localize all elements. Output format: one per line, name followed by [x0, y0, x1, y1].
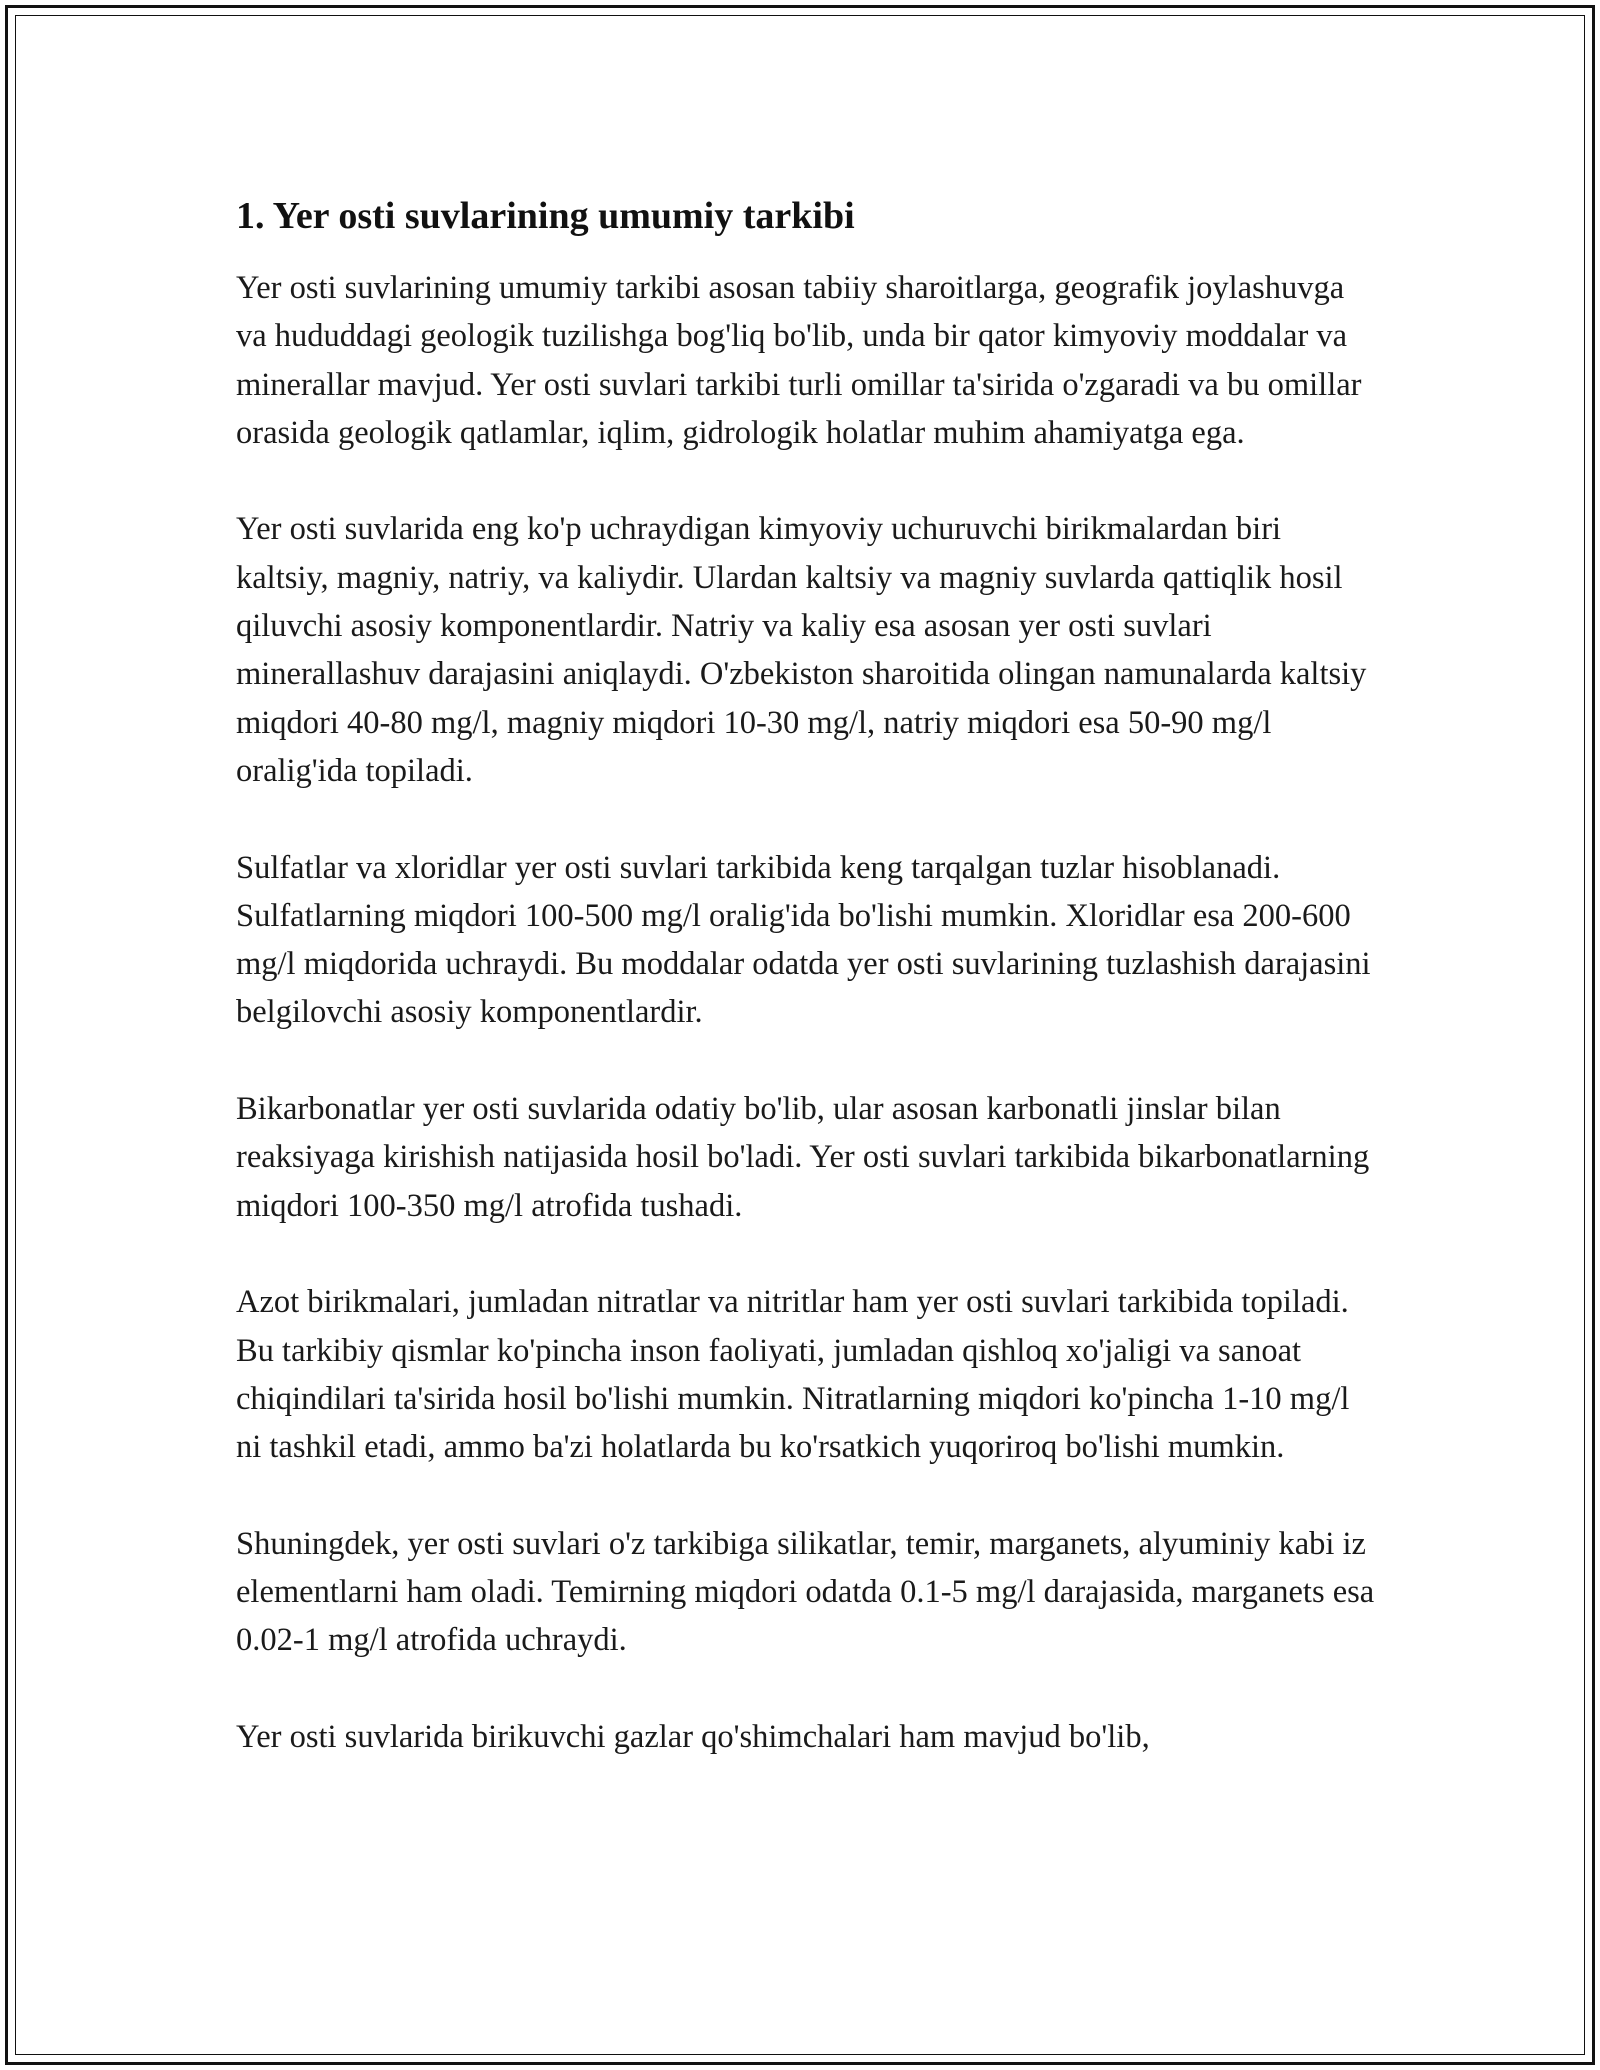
paragraph-2: Yer osti suvlarida eng ko'p uchraydigan kimyoviy uchuruvchi birikmalardan biri kaltsiy, magniy, natriy, va kaliydir. Ulardan kaltsiy va magniy suvlarda qattiqlik hosil qiluvchi asosiy komponentlardir. Natriy va kaliy esa asosan yer osti suvlari minerallashuv darajasini aniqlaydi. O'zbekiston sharoitida olingan namunalarda kaltsiy miqdori 40-80 mg/l, magniy miqdori 10-30 mg/l, natriy miqdori esa 50-90 mg/l oralig'ida topiladi. — [236, 511, 1367, 789]
paragraph-6: Shuningdek, yer osti suvlari o'z tarkibiga silikatlar, temir, marganets, alyuminiy kabi iz elementlarni ham oladi. Temirning miqdori odatda 0.1-5 mg/l darajasida, marganets esa 0.02-1 mg/l atrofida uchraydi. — [236, 1525, 1375, 1659]
document-body — [236, 190, 1376, 1810]
paragraph-4: Bikarbonatlar yer osti suvlarida odatiy bo'lib, ular asosan karbonatli jinslar bilan reaksiyaga kirishish natijasida hosil bo'ladi. Yer osti suvlari tarkibida bikarbonatlarning miqdori 100-350 mg/l atrofida tushadi. — [236, 1091, 1370, 1224]
paragraph-7: Yer osti suvlarida birikuvchi gazlar qo'shimchalari ham mavjud bo'lib, — [236, 1718, 1150, 1755]
paragraph-1: Yer osti suvlarining umumiy tarkibi asosan tabiiy sharoitlarga, geografik joylashuvga va hududdagi geologik tuzilishga bog'liq bo'lib, unda bir qator kimyoviy moddalar va minerallar mavjud. Yer osti suvlari tarkibi turli omillar ta'sirida o'zgaradi va bu omillar orasida geologik qatlamlar, iqlim, gidrologik holatlar muhim ahamiyatga ega. — [236, 270, 1362, 451]
paragraph-5: Azot birikmalari, jumladan nitratlar va nitritlar ham yer osti suvlari tarkibida topiladi. Bu tarkibiy qismlar ko'pincha inson faoliyati, jumladan qishloq xo'jaligi va sanoat chiqindilari ta'sirida hosil bo'lishi mumkin. Nitratlarning miqdori ko'pincha 1-10 mg/l ni tashkil etadi, ammo ba'zi holatlarda bu ko'rsatkich yuqoriroq bo'lishi mumkin. — [236, 1284, 1350, 1466]
section-heading: 1. Yer osti suvlarining umumiy tarkibi — [236, 195, 855, 237]
paragraph-3: Sulfatlar va xloridlar yer osti suvlari tarkibida keng tarqalgan tuzlar hisoblanadi. Sulfatlarning miqdori 100-500 mg/l oralig'ida bo'lishi mumkin. Xloridlar esa 200-600 mg/l miqdorida uchraydi. Bu moddalar odatda yer osti suvlarining tuzlashish darajasini belgilovchi asosiy komponentlardir. — [236, 849, 1371, 1031]
